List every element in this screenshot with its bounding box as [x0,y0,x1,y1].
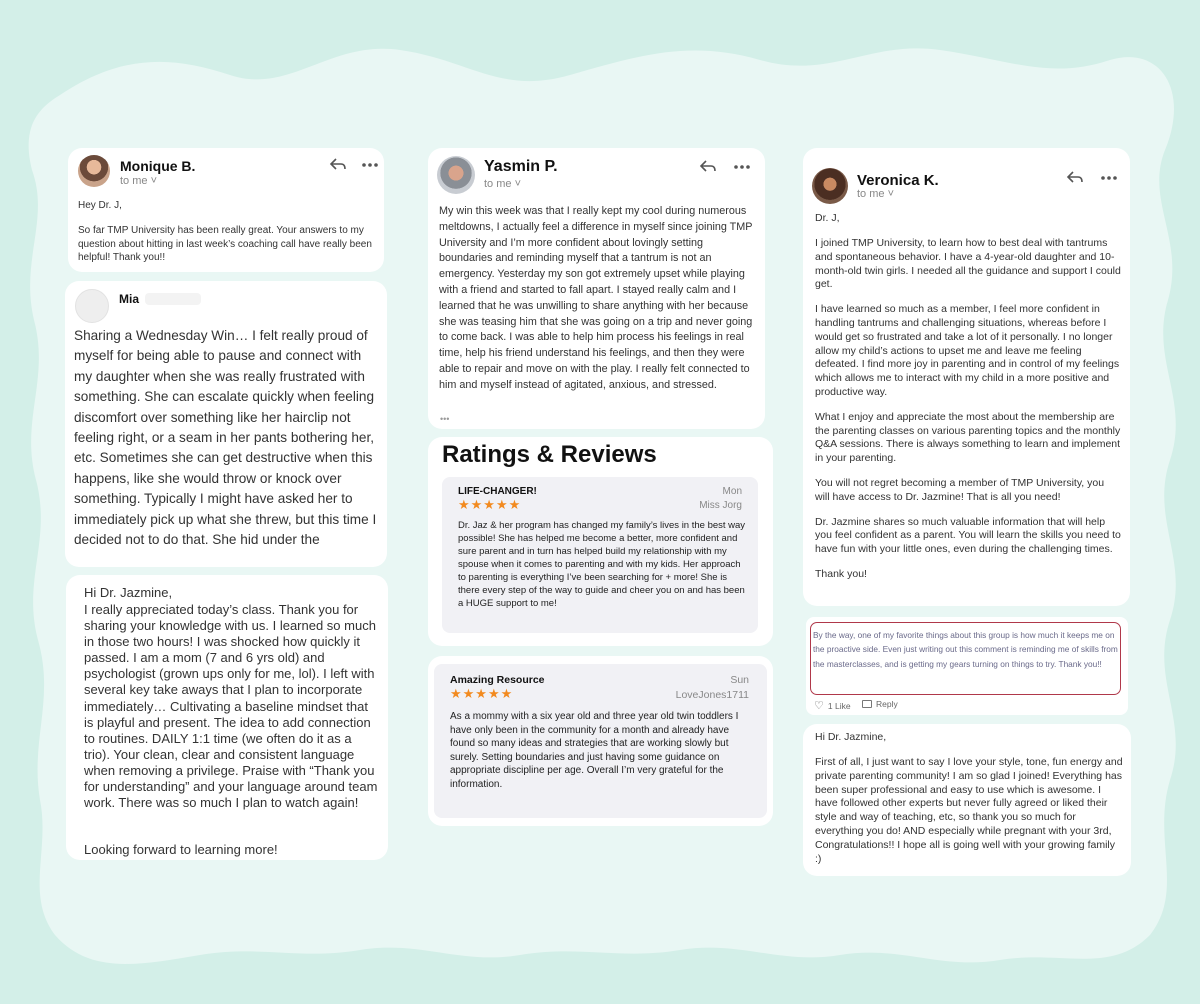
comment-icon [862,700,872,708]
email-greeting: Hey Dr. J, [78,200,122,211]
review-body: Dr. Jaz & her program has changed my family’s lives in the best way possible! She has helped me become a better, more confident and sure parent and in turn has helped build my relationship with my spouse when it comes to parenting and with my kids. Her approach to parenting is everything I’ve been searching for + more! She is there every step of the way to guide and cheer you on and has been a HUGE support to me! [458,520,746,609]
email-paragraph: I have learned so much as a member, I feel more confident in handling tantrums and challenging situations, whereas before I would get so frustrated and take a lot of it personally. I no longer allow my child’s actions to upset me and leave me feeling defeated. I find more joy in parenting and in control of my feelings which allows me to interact with my child in a more positive and productive way. [815,303,1120,398]
reply-icon[interactable] [328,157,348,173]
email-card-veronica [803,148,1130,606]
email-paragraph: Dr. Jazmine shares so much valuable information that will help you feel confident as a parent. You will learn the skills you need to have fun with your little ones, even during the challenging times. [815,515,1121,556]
reply-icon[interactable] [1065,170,1085,186]
email-body [815,237,1121,593]
post-body: Sharing a Wednesday Win… I felt really proud of myself for being able to pause and connect with my daughter when she was really frustrated with something. She can escalate quickly when feeling discomfort over something like her hairclip not feeling right, or a seam in her pants bothering her, etc. Sometimes she can get destructive when this happens, like she would throw or knock over something. Typically I might have asked her to immediately pick up what she threw, but this time I decided not to do that. She hid under the [74,328,377,548]
like-button[interactable]: ♡ 1 Like [814,700,851,712]
avatar [812,168,848,204]
review-item [434,664,767,818]
recipient-label[interactable]: to me ˅ [484,178,521,190]
avatar [437,156,475,194]
email-card-yasmin [428,148,765,429]
sender-name: Yasmin P. [484,158,558,175]
recipient-label[interactable]: to me ˅ [120,175,157,187]
star-rating: ★★★★★ [450,686,514,701]
star-rating: ★★★★★ [458,497,522,512]
show-trimmed-content-button[interactable]: ••• [440,414,450,424]
reply-icon[interactable] [698,159,718,175]
email-paragraph: I joined TMP University, to learn how to best deal with tantrums and spontaneous behavior. I have a 4-year-old daughter and 10-month-old twin girls. I needed all the guidance and support I could get. [815,237,1121,291]
more-options-icon[interactable] [1099,170,1119,186]
email-paragraph: Thank you! [815,567,867,580]
reply-button[interactable]: Reply [862,699,898,709]
message-body: I really appreciated today’s class. Thank you for sharing your knowledge with us. I learned so much in those two hours! I was shocked how quickly it passed. I am a mom (7 and 6 yrs old) and psychologist (grown ups only for me, lol). I left with several key take aways that I plan to incorporate immediately… Cultivating a baseline mindset that is playful and present. The idea to add connection to routines. DAILY 1:1 time (we often do it as a trio). Your clean, clear and consistent language when removing a privilege. Praise with “Thank you for understanding” and your language around team work. There was so much I plan to watch again! [84,602,378,811]
message-closing: Looking forward to learning more! [84,842,278,857]
review-day: Sun [730,674,749,686]
review-title: Amazing Resource [450,674,545,686]
reviews-heading: Ratings & Reviews [442,441,657,468]
message-card-class-feedback [66,575,388,860]
more-options-icon[interactable] [360,157,380,173]
review-title: LIFE-CHANGER! [458,486,537,497]
message-card-community-feedback [803,724,1131,876]
message-body: First of all, I just want to say I love your style, tone, fun energy and private parenting community! I am so glad I joined! Everything has been super professional and easy to use which is awesome. I have followed other experts but never fully agreed or liked their style and way of teaching, etc, so thank you so much for everything you do! AND especially while pregnant with your 3rd, Congratulations!! I hope all is going well with your growing family :) [815,756,1123,865]
review-body: As a mommy with a six year old and three year old twin toddlers I have only been in the community for a month and already have found so many ideas and strategies that are working slowly but surely. Setting boundaries and just having some guidance on appropriate discipline per age. Overall I’m very grateful for the information. [450,711,739,790]
email-paragraph: You will not regret becoming a member of TMP University, you will have access to Dr. Jazmine! That is all you need! [815,476,1105,503]
email-body: So far TMP University has been really great. Your answers to my question about hitting in last week’s coaching call have really been helpful! Thank you!! [78,225,372,263]
email-paragraph: What I enjoy and appreciate the most about the membership are the parenting classes on various parenting topics and the monthly Q&A sessions. There is always something to learn and implement in your parenting. [815,410,1121,465]
message-greeting: Hi Dr. Jazmine, [84,585,173,600]
avatar [75,289,109,323]
email-card-monique [68,148,384,272]
heart-icon: ♡ [814,700,824,712]
sender-name: Mia [119,292,140,306]
message-greeting: Hi Dr. Jazmine, [815,731,887,743]
email-greeting: Dr. J, [815,212,840,224]
post-card-mia [65,281,387,567]
redacted-surname [145,293,201,305]
comment-text: By the way, one of my favorite things about this group is how much it keeps me on the proactive side. Even just writing out this comment is reminding me of skills from the masterclasses, and is getting my gears turning on things to try. Thank you!! [813,630,1118,669]
app-store-review-card [428,437,773,646]
recipient-label[interactable]: to me ˅ [857,188,894,200]
sender-name: Veronica K. [857,172,939,189]
app-store-review-card-2 [428,656,773,826]
email-body: My win this week was that I really kept my cool during numerous meltdowns, I actually feel a difference in myself since joining TMP University and I’m more confident about lovingly setting boundaries and reminding myself that a tantrum is not an emergency. Yesterday my son got extremely upset while playing with a friend and started to fall apart. I stayed really calm and I learned that he was unwilling to share anything with her because she was teasing him that she was going on a trip and never going to come back. I was able to help him process his feelings in real time, help his friend understand his feelings, and then they were able to repair and move on with the play. I really felt connected to him and myself instead of agitated, anxious, and stressed. [439,205,753,391]
review-day: Mon [722,486,742,497]
review-item [442,477,758,633]
avatar [78,155,110,187]
more-options-icon[interactable] [732,159,752,175]
community-comment-card [806,617,1128,715]
review-author: LoveJones1711 [675,689,749,701]
review-author: Miss Jorg [699,500,742,511]
sender-name: Monique B. [120,158,196,174]
